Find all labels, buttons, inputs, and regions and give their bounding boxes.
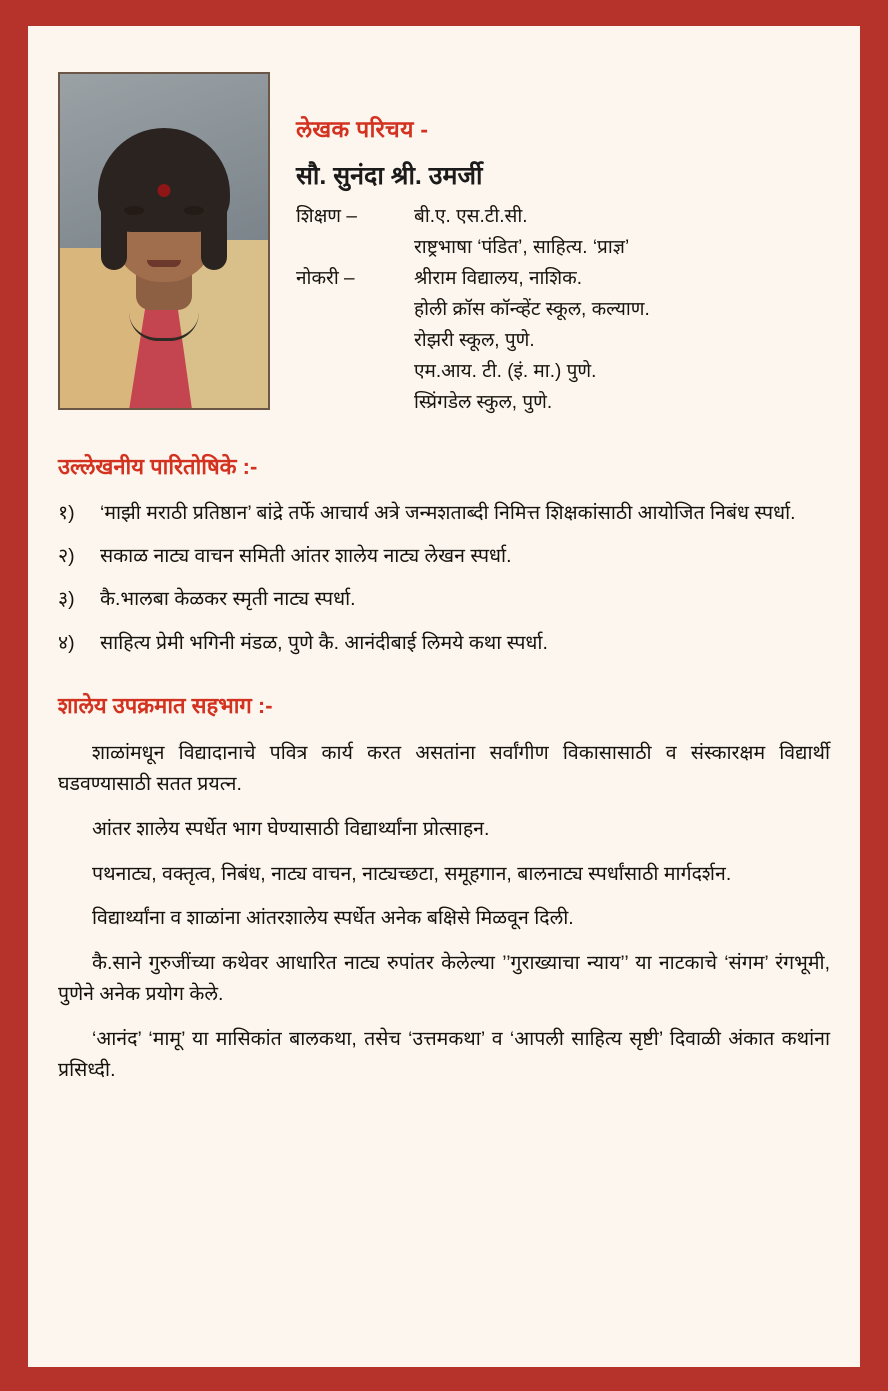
education-value-1: बी.ए. एस.टी.सी. [414,206,528,227]
education-label-blank [296,233,414,264]
job-label: नोकरी – [296,267,355,289]
author-info [296,52,830,419]
award-text: कै.भालबा केळकर स्मृती नाट्य स्पर्धा. [100,588,356,611]
table-row [296,233,650,264]
awards-section [58,451,830,658]
job-value-3: रोझरी स्कूल, पुणे. [414,329,535,351]
author-section-heading: लेखक परिचय - [296,116,429,142]
job-value-4: एम.आय. टी. (इं. मा.) पुणे. [414,360,597,382]
page-content-area [28,26,860,1367]
list-item [58,629,830,658]
paragraph: आंतर शालेय स्पर्धेत भाग घेण्यासाठी विद्यार्थ्यांना प्रोत्साहन. [92,817,490,840]
job-value-5: स्प्रिंगडेल स्कुल, पुणे. [414,391,553,413]
list-item [58,585,830,614]
awards-list [58,499,830,658]
award-number: २) [58,545,75,568]
school-activities-heading: शालेय उपक्रमात सहभाग :- [58,692,273,718]
author-photo [58,72,270,410]
job-label-blank [296,388,414,419]
table-row [296,357,650,388]
table-row [296,264,650,295]
photo-eye-left [124,206,144,215]
award-text: सकाळ नाट्य वाचन समिती आंतर शालेय नाट्य लेखन स्पर्धा. [100,545,512,568]
paragraph: विद्यार्थ्यांना व शाळांना आंतरशालेय स्पर्धेत अनेक बक्षिसे मिळवून दिली. [92,907,574,930]
education-value-2: राष्ट्रभाषा ‘पंडित’, साहित्य. ‘प्राज्ञ’ [414,236,630,258]
photo-mouth [147,260,181,267]
school-activities-section [58,690,830,1087]
award-number: ४) [58,631,75,654]
award-text: ‘माझी मराठी प्रतिष्ठान’ बांद्रे तर्फे आचार्य अत्रे जन्मशताब्दी निमित्त शिक्षकांसाठी आयोजित निबंध स्पर्धा. [100,501,796,524]
job-label-blank [296,357,414,388]
paragraph: ‘आनंद’ ‘मामू’ या मासिकांत बालकथा, तसेच ‘उत्तमकथा’ व ‘आपली साहित्य सृष्टी’ दिवाळी अंकात कथांना प्रसिध्दी. [58,1027,830,1082]
award-number: ३) [58,588,75,611]
table-row [296,295,650,326]
list-item [58,499,830,528]
author-header [58,52,830,419]
paragraph: शाळांमधून विद्यादानाचे पवित्र कार्य करत असतांना सर्वांगीण विकासासाठी व संस्कारक्षम विद्यार्थी घडवण्यासाठी सतत प्रयत्न. [58,741,830,796]
photo-hair-left [101,166,127,270]
table-row [296,202,650,233]
photo-bindi [158,184,171,197]
job-label-blank [296,326,414,357]
job-value-1: श्रीराम विद्यालय, नाशिक. [414,267,582,289]
author-name: सौ. सुनंदा श्री. उमर्जी [296,162,483,190]
award-text: साहित्य प्रेमी भगिनी मंडळ, पुणे कै. आनंदीबाई लिमये कथा स्पर्धा. [100,631,548,654]
education-label: शिक्षण – [296,206,357,227]
paragraph: पथनाट्य, वक्तृत्व, निबंध, नाट्य वाचन, नाट्यच्छटा, समूहगान, बालनाट्य स्पर्धांसाठी मार्गदर्शन. [92,862,732,885]
paragraph: कै.साने गुरुजींच्या कथेवर आधारित नाट्य रुपांतर केलेल्या ’’गुराख्याचा न्याय’’ या नाटकाचे ‘संगम’ रंगभूमी, पुणेने अनेक प्रयोग केले. [58,951,830,1006]
job-value-2: होली क्रॉस कॉन्व्हेंट स्कूल, कल्याण. [414,298,650,320]
award-number: १) [58,501,75,524]
awards-heading: उल्लेखनीय पारितोषिके :- [58,453,258,479]
photo-eye-right [184,206,204,215]
job-label-blank [296,295,414,326]
table-row [296,326,650,357]
table-row [296,388,650,419]
photo-hair-right [201,166,227,270]
author-details-table [296,202,650,419]
list-item [58,542,830,571]
